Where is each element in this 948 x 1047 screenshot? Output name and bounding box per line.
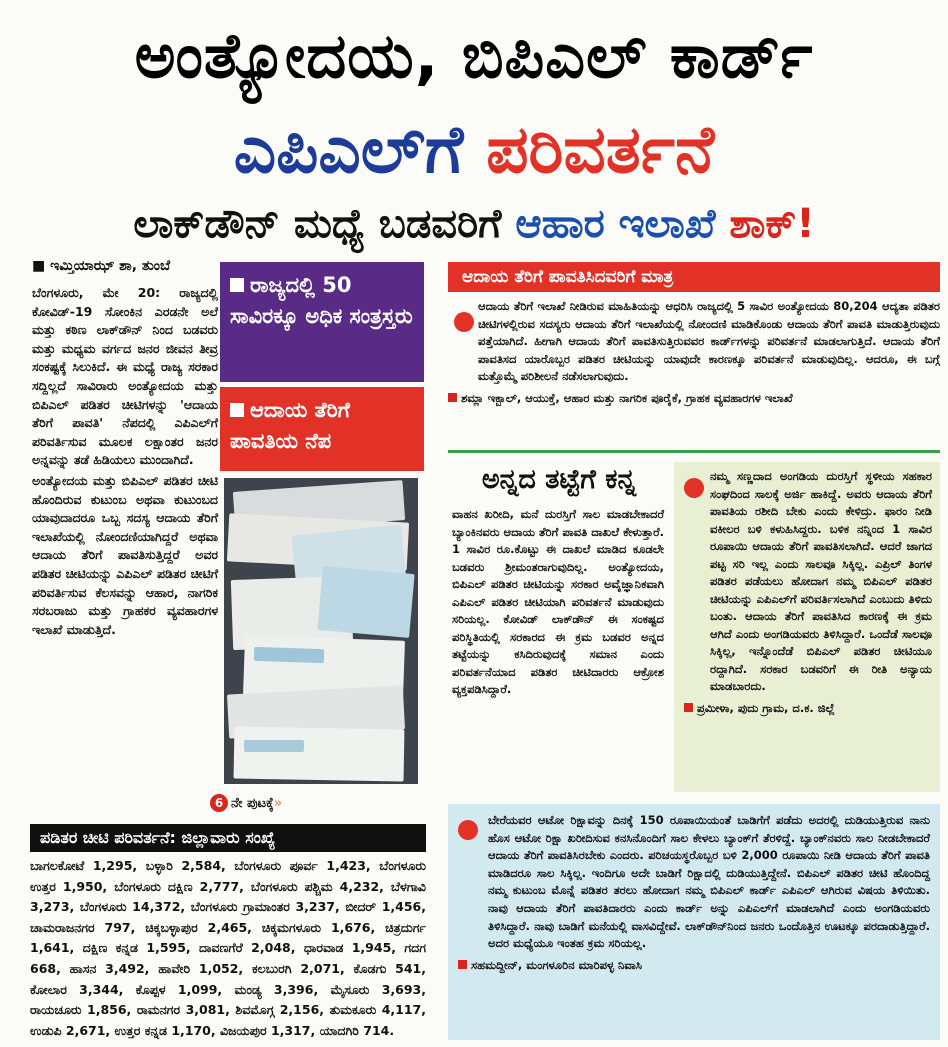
- sidebar-top-header: ಆದಾಯ ತೆರಿಗೆ ಪಾವತಿಸಿದವರಿಗೆ ಮಾತ್ರ: [448, 262, 940, 292]
- quote-drop-icon: [684, 478, 704, 498]
- testimonial-green: [674, 462, 940, 792]
- highlight-box-tax-pretext: [220, 387, 424, 471]
- testimonial-blue: [448, 804, 940, 1040]
- page-number-badge: 6: [210, 794, 228, 812]
- headline-line-2: [0, 102, 948, 198]
- testimonial-blue-attribution-row: [458, 957, 930, 975]
- district-table-text: ಬಾಗಲಕೋಟೆ 1,295, ಬಳ್ಳಾರಿ 2,584, ಬೆಂಗಳೂರು ಪೂರ್ವ 1,423, ಬೆಂಗಳೂರು ಉತ್ತರ 1,950, ಬೆಂಗಳೂರು ದಕ್ಷಿಣ 2,777, ಬೆಂಗಳೂರು ಪಶ್ಚಿಮ 4,232, ಬೆಳಗಾವಿ 3,273, ಬೆಂಗಳೂರು 14,372, ಬೆಂಗಳೂರು ಗ್ರಾಮಾಂತರ 3,237, ಬೀದರ್ 1,456, ಚಾಮರಾಜನಗರ 797, ಚಿಕ್ಕಬಳ್ಳಾಪುರ 2,465, ಚಿಕ್ಕಮಗಳೂರು 1,676, ಚಿತ್ರದುರ್ಗ 1,641, ದಕ್ಷಿಣ ಕನ್ನಡ 1,595, ದಾವಣಗೆರೆ 2,048, ಧಾರವಾಡ 1,945, ಗದಗ 668, ಹಾಸನ 3,492, ಹಾವೇರಿ 1,052, ಕಲಬುರಗಿ 2,071, ಕೊಡಗು 541, ಕೋಲಾರ 3,344, ಕೊಪ್ಪಳ 1,099, ಮಂಡ್ಯ 3,396, ಮೈಸೂರು 3,693, ರಾಯಚೂರು 1,856, ರಾಮನಗರ 3,081, ಶಿವಮೊಗ್ಗ 2,156, ತುಮಕೂರು 4,117, ಉಡುಪಿ 2,671, ಉತ್ತರ ಕನ್ನಡ 1,170, ವಿಜಯಪುರ 1,317, ಯಾದಗಿರಿ 714.: [30, 858, 426, 1038]
- square-bullet-icon: [448, 393, 457, 402]
- quote-drop-icon: [454, 312, 474, 332]
- main-story-paragraph: ಬೆಂಗಳೂರು, ಮೇ 20: ರಾಜ್ಯದಲ್ಲಿ ಕೋವಿಡ್-19 ಸೋಂಕಿನ ಎರಡನೇ ಅಲೆ ಮತ್ತು ಕಠಿಣ ಲಾಕ್‌ಡೌನ್ ನಿಂದ ಬಡವರು ಮತ್ತು ಮಧ್ಯಮ ವರ್ಗದ ಜನರ ಜೀವನ ತೀವ್ರ ಸಂಕಷ್ಟಕ್ಕೆ ಸಿಲುಕಿದೆ. ಈ ಮಧ್ಯೆ ರಾಜ್ಯ ಸರಕಾರ ಸದ್ದಿಲ್ಲದೆ ಸಾವಿರಾರು ಅಂತ್ಯೋದಯ ಮತ್ತು ಬಿಪಿಎಲ್ ಪಡಿತರ ಚೀಟಿಗಳನ್ನು 'ಆದಾಯ ತೆರಿಗೆ ಪಾವತಿ' ನೆಪದಲ್ಲಿ ಎಪಿಎಲ್‌ಗೆ ಪರಿವರ್ತಿಸುವ ಮೂಲಕ ಲಕ್ಷಾಂತರ ಜನರ ಅನ್ನವನ್ನು ತಡೆ ಹಿಡಿಯಲು ಮುಂದಾಗಿದೆ.: [32, 285, 218, 468]
- sidebar-top-attribution: ಶಮ್ಲಾ ಇಕ್ಬಾಲ್, ಆಯುಕ್ತೆ, ಆಹಾರ ಮತ್ತು ನಾಗರಿಕ ಪೂರೈಕೆ, ಗ್ರಾಹಕ ವ್ಯವಹಾರಗಳ ಇಲಾಖೆ: [461, 390, 793, 405]
- section-divider: [448, 450, 940, 453]
- district-table-header: ಪಡಿತರ ಚೀಟಿ ಪರಿವರ್ತನೆ: ಜಿಲ್ಲಾವಾರು ಸಂಖ್ಯೆ: [30, 824, 426, 852]
- subheadline: [0, 196, 948, 252]
- testimonial-green-text: ನಮ್ಮ ಸಣ್ಣದಾದ ಅಂಗಡಿಯ ದುರಸ್ತಿಗೆ ಸ್ಥಳೀಯ ಸಹಕಾರ ಸಂಘದಿಂದ ಸಾಲಕ್ಕೆ ಅರ್ಜಿ ಹಾಕಿದ್ದೆ. ಅವರು ಆದಾಯ ತೆರಿಗೆ ಪಾವತಿಯ ರಶೀದಿ ಬೇಕು ಎಂದು ಕೇಳಿದ್ರು. ಫಾರಂ ನೀಡಿ ವಕೀಲರ ಬಳಿ ಕಳುಹಿಸಿದ್ದರು. ಬಳಿಕ ನನ್ನಿಂದ 1 ಸಾವಿರ ರೂಪಾಯಿ ಆದಾಯ ತೆರಿಗೆ ಪಾವತಿಸಲಾಗಿದೆ. ಆದರೆ ಜಾಗದ ಪಟ್ಟ ಸರಿ ಇಲ್ಲ ಎಂದು ಸಾಲವೂ ಸಿಕ್ಕಿಲ್ಲ. ಎಪ್ರಿಲ್ ತಿಂಗಳ ಪಡಿತರ ಪಡೆಯಲು ಹೋದಾಗ ನಮ್ಮ ಬಿಪಿಎಲ್ ಪಡಿತರ ಚೀಟಿಯನ್ನು ಎಪಿಎಲ್‌ಗೆ ಪರಿವರ್ತಿಸಲಾಗಿದೆ ಎಂಬುದು ತಿಳಿದು ಬಂತು. ಆದಾಯ ತೆರಿಗೆ ಪಾವತಿಸಿದ ಕಾರಣಕ್ಕೆ ಈ ಕ್ರಮ ಆಗಿದೆ ಎಂದು ಅಂಗಡಿಯವರು ತಿಳಿಸಿದ್ದಾರೆ. ಒಂದೆಡೆ ಸಾಲವೂ ಸಿಕ್ಕಿಲ್ಲ, ಇನ್ನೊಂದೆಡೆ ಬಿಪಿಎಲ್ ಪಡಿತರ ಚೀಟಿಯೂ ರದ್ದಾಗಿದೆ. ಸರಕಾರ ಬಡವರಿಗೆ ಈ ರೀತಿ ಅನ್ಯಾಯ ಮಾಡಬಾರದು.: [710, 469, 932, 693]
- square-bullet-icon: [458, 960, 467, 969]
- sidebar-top: [448, 298, 940, 407]
- subheadline-blue: ಆಹಾರ ಇಲಾಖೆ: [515, 201, 716, 247]
- square-bullet-icon: [684, 703, 693, 712]
- headline-line-1: ಅಂತ್ಯೋದಯ, ಬಿಪಿಎಲ್ ಕಾರ್ಡ್: [134, 19, 814, 92]
- sidebar-top-attribution-row: [448, 390, 940, 408]
- mid-story-title: ಅನ್ನದ ತಟ್ಟೆಗೆ ಕನ್ನ: [481, 464, 637, 495]
- mid-story-text: ವಾಹನ ಖರೀದಿ, ಮನೆ ದುರಸ್ತಿಗೆ ಸಾಲ ಮಾಡಬೇಕಾದರೆ ಬ್ಯಾಂಕಿನವರು ಆದಾಯ ತೆರಿಗೆ ಪಾವತಿ ದಾಖಲೆ ಕೇಳುತ್ತಾರೆ. 1 ಸಾವಿರ ರೂ.ಕೊಟ್ಟು ಈ ದಾಖಲೆ ಮಾಡಿದ ಕೂಡಲೇ ಬಡವರು ಶ್ರೀಮಂತರಾಗುವುದಿಲ್ಲ. ಅಂತ್ಯೋದಯ, ಬಿಪಿಎಲ್ ಪಡಿತರ ಚೀಟಿಯನ್ನು ಸರಕಾರ ಅವೈಜ್ಞಾನಿಕವಾಗಿ ಎಪಿಎಲ್ ಪಡಿತರ ಚೀಟಿಯಾಗಿ ಪರಿವರ್ತನೆ ಮಾಡುವುದು ಸರಿಯಲ್ಲ. ಕೋವಿಡ್ ಲಾಕ್‌ಡೌನ್ ಈ ಸಂಕಷ್ಟದ ಪರಿಸ್ಥಿತಿಯಲ್ಲಿ ಸರಕಾರದ ಈ ಕ್ರಮ ಬಡವರ ಅನ್ನದ ತಟ್ಟೆಯನ್ನು ಕಸಿದಿರುವುದಕ್ಕೆ ಸಮಾನ ಎಂದು ಪರಿವರ್ತನೆಯಾದ ಪಡಿತರ ಚೀಟಿದಾರರು ಆಕ್ರೋಶ ವ್ಯಕ್ತಪಡಿಸಿದ್ದಾರೆ.: [452, 507, 664, 696]
- testimonial-green-attribution: ಪ್ರಮೀಳಾ, ಪುದು ಗ್ರಾಮ, ದ.ಕ. ಜಿಲ್ಲೆ: [697, 700, 835, 715]
- subheadline-black: ಲಾಕ್‌ಡೌನ್ ಮಧ್ಯೆ ಬಡವರಿಗೆ: [133, 201, 502, 247]
- highlight-box-tax-text: ಆದಾಯ ತೆರಿಗೆ ಪಾವತಿಯ ನೆಪ: [230, 398, 350, 453]
- quote-drop-icon: [458, 820, 478, 840]
- continued-link[interactable]: [210, 794, 282, 812]
- main-story-paragraph: ಅಂತ್ಯೋದಯ ಮತ್ತು ಬಿಪಿಎಲ್ ಪಡಿತರ ಚೀಟಿ ಹೊಂದಿರುವ ಕುಟುಂಬ ಅಥವಾ ಕುಟುಂಬದ ಯಾವುದಾದರೂ ಒಬ್ಬ ಸದಸ್ಯ ಆದಾಯ ತೆರಿಗೆ ಇಲಾಖೆಯಲ್ಲಿ ನೋಂದಣಿಯಾಗಿದ್ದರೆ ಅಥವಾ ಆದಾಯ ತೆರಿಗೆ ಪಾವತಿಸುತ್ತಿದ್ದರೆ ಅವರ ಪಡಿತರ ಚೀಟಿಯನ್ನು ಎಪಿಎಲ್ ಪಡಿತರ ಚೀಟಿಗೆ ಪರಿವರ್ತಿಸುವ ಕೆಲಸವನ್ನು ಆಹಾರ, ನಾಗರಿಕ ಸರಬರಾಜು ಮತ್ತು ಗ್ರಾಹಕರ ವ್ಯವಹಾರಗಳ ಇಲಾಖೆ ಮಾಡುತ್ತಿದೆ.: [32, 472, 218, 637]
- double-chevron-icon: »: [273, 796, 283, 811]
- ration-cards-photo: [224, 478, 418, 784]
- highlight-box-victims: [220, 262, 424, 382]
- headline-line-2-red: ಪರಿವರ್ತನೆ: [486, 111, 715, 188]
- square-bullet-icon: [230, 403, 244, 417]
- headline-line-2-blue: ಎಪಿಎಲ್‌ಗೆ: [233, 111, 464, 188]
- main-story: [32, 284, 218, 641]
- continued-label: ನೇ ಪುಟಕ್ಕೆ: [231, 796, 274, 811]
- subheadline-red: ಶಾಕ್!: [729, 201, 815, 247]
- testimonial-blue-attribution: ಸಹಮದ್ದೀನ್, ಮಂಗಳೂರಿನ ಮಾರಿಪಳ್ಳ ನಿವಾಸಿ: [471, 957, 642, 972]
- highlight-box-victims-text: ರಾಜ್ಯದಲ್ಲಿ 50 ಸಾವಿರಕ್ಕೂ ಅಧಿಕ ಸಂತ್ರಸ್ತರು: [230, 273, 413, 328]
- testimonial-blue-text: ಬೇರೆಯವರ ಆಟೋ ರಿಕ್ಷಾವನ್ನು ದಿನಕ್ಕೆ 150 ರೂಪಾಯಿಯಂತೆ ಬಾಡಿಗೆಗೆ ಪಡೆದು ಅದರಲ್ಲಿ ದುಡಿಯುತ್ತಿರುವ ನಾನು ಹೊಸ ಆಟೋ ರಿಕ್ಷಾ ಖರೀದಿಸುವ ಕನಸಿನೊಂದಿಗೆ ಸಾಲ ಕೇಳಲು ಬ್ಯಾಂಕ್‌ಗೆ ತೆರಳಿದ್ದೆ. ಬ್ಯಾಂಕ್‌ನವರು ಸಾಲ ನೀಡಬೇಕಾದರೆ ಆದಾಯ ತೆರಿಗೆ ಪಾವತಿಸಿರಬೇಕು ಎಂದರು. ಪರಿಚಯಸ್ಥರೊಬ್ಬರ ಬಳಿ 2,000 ರೂಪಾಯಿ ನೀಡಿ ಆದಾಯ ತೆರಿಗೆ ಪಾವತಿ ಮಾಡಿದರೂ ಸಾಲ ಸಿಕ್ಕಿಲ್ಲ. ಇಂದಿಗೂ ಅದೇ ಬಾಡಿಗೆ ರಿಕ್ಷಾದಲ್ಲಿ ದುಡಿಯುತ್ತಿದ್ದೇನೆ. ಬಿಪಿಎಲ್ ಪಡಿತರ ಚೀಟಿ ಹೊಂದಿದ್ದ ನಮ್ಮ ಕುಟುಂಬ ಮೊನ್ನೆ ಪಡಿತರ ತರಲು ಹೋದಾಗ ನಮ್ಮ ಬಿಪಿಎಲ್ ಕಾರ್ಡ್ ಎಪಿಎಲ್ ಆಗಿರುವ ವಿಷಯ ತಿಳಿಯಿತು. ನಾವು ಆದಾಯ ತೆರಿಗೆ ಪಾವತಿದಾರರು ಎಂದು ಕಾರ್ಡ್ ಅನ್ನು ಎಪಿಎಲ್‌ಗೆ ಮಾಡಲಾಗಿದೆ ಎಂದು ಅಂಗಡಿಯವರು ತಿಳಿಸಿದ್ದಾರೆ. ನಾವು ಬಾಡಿಗೆ ಮನೆಯಲ್ಲಿ ವಾಸವಿದ್ದೇವೆ. ಲಾಕ್‌ಡೌನ್‌ನಿಂದ ಜನರು ಒಂದೊತ್ತಿನ ಊಟಕ್ಕೂ ಪರದಾಡುತ್ತಿದ್ದಾರೆ. ಅದರ ಮಧ್ಯೆಯೂ ಇಂತಹ ಕ್ರಮ ಸರಿಯಲ್ಲ.: [488, 813, 930, 951]
- testimonial-green-attribution-row: [684, 700, 932, 718]
- square-bullet-icon: [230, 278, 244, 292]
- sidebar-top-text: ಆದಾಯ ತೆರಿಗೆ ಇಲಾಖೆ ನೀಡಿರುವ ಮಾಹಿತಿಯನ್ನು ಆಧರಿಸಿ ರಾಜ್ಯದಲ್ಲಿ 5 ಸಾವಿರ ಅಂತ್ಯೋದಯ 80,204 ಆದ್ಯತಾ ಪಡಿತರ ಚೀಟಿಗಳಲ್ಲಿರುವ ಸದಸ್ಯರು ಆದಾಯ ತೆರಿಗೆ ಇಲಾಖೆಯಲ್ಲಿ ನೋಂದಣಿ ಮಾಡಿಕೊಂಡು ಆದಾಯ ತೆರಿಗೆ ಪಾವತಿ ಮಾಡುತ್ತಿರುವುದು ಪತ್ತೆಯಾಗಿದೆ. ಹೀಗಾಗಿ ಆದಾಯ ತೆರಿಗೆ ಪಾವತಿಸುತ್ತಿರುವವರ ಕಾರ್ಡ್‌ಗಳನ್ನು ಪರಿವರ್ತನೆ ಮಾಡಲಾಗುತ್ತಿದೆ. ಆದಾಯ ತೆರಿಗೆ ಪಾವತಿಸದ ಯಾರೊಬ್ಬರ ಪಡಿತರ ಚೀಟಿಯನ್ನು ಯಾವುದೇ ಕಾರಣಕ್ಕೂ ಪರಿವರ್ತನೆ ಮಾಡುವುದಿಲ್ಲ. ಆದರೂ, ಈ ಬಗ್ಗೆ ಮತ್ತೊಮ್ಮೆ ಪರಿಶೀಲನೆ ನಡೆಸಲಾಗುವುದು.: [478, 299, 940, 383]
- byline: ■ ಇಮ್ತಿಯಾಝ್ ಶಾ, ತುಂಬೆ: [32, 258, 171, 274]
